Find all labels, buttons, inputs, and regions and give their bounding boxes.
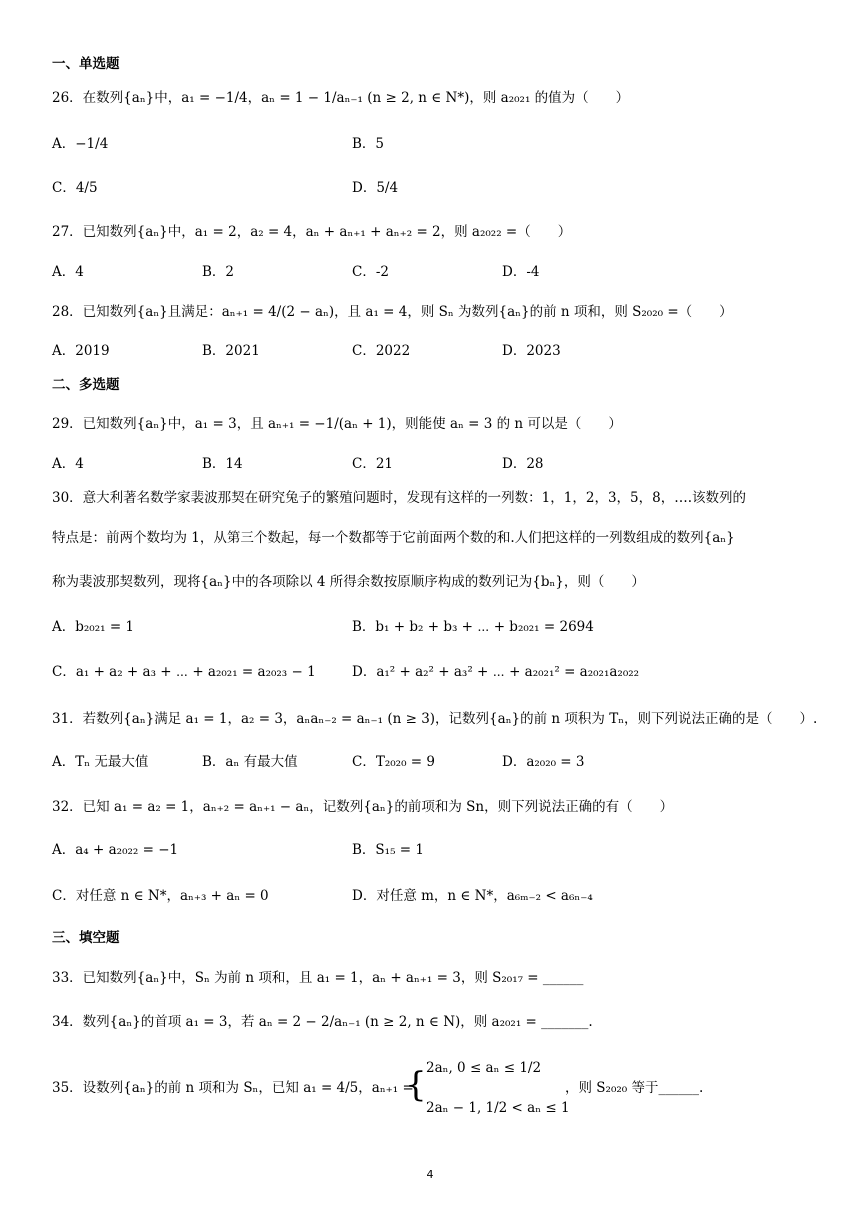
question-30-option-c: C．a₁ + a₂ + a₃ + ⋯ + a₂₀₂₁ = a₂₀₂₃ − 1: [52, 664, 316, 680]
question-32-option-c: C．对任意 n ∈ N*，aₙ₊₃ + aₙ = 0: [52, 888, 269, 904]
question-31-option-c: C．T₂₀₂₀ = 9: [352, 754, 435, 770]
question-29-option-a: A．4: [52, 456, 84, 472]
question-27-option-c: C．-2: [352, 264, 389, 280]
question-32-option-d: D．对任意 m，n ∈ N*，a₆ₘ₋₂ < a₆ₙ₋₄: [352, 888, 593, 904]
question-29-option-d: D．28: [502, 456, 544, 472]
section-title-single-choice: 一、单选题: [52, 56, 120, 72]
section-title-multiple-choice: 二、多选题: [52, 377, 120, 393]
question-29-stem: 29．已知数列{aₙ}中，a₁ = 3，且 aₙ₊₁ = −1/(aₙ + 1)，则能使 aₙ = 3 的 n 可以是（ ）: [52, 416, 622, 432]
question-32-option-b: B．S₁₅ = 1: [352, 842, 424, 858]
question-28-option-a: A．2019: [52, 343, 110, 359]
question-27-option-b: B．2: [202, 264, 235, 280]
question-26-stem: 26．在数列{aₙ}中，a₁ = −1/4，aₙ = 1 − 1/aₙ₋₁ (n ≥ 2, n ∈ N*)，则 a₂₀₂₁ 的值为（ ）: [52, 90, 630, 106]
question-32-option-a: A．a₄ + a₂₀₂₂ = −1: [52, 842, 179, 858]
question-34-stem: 34．数列{aₙ}的首项 a₁ = 3，若 aₙ = 2 − 2/aₙ₋₁ (n ≥ 2, n ∈ N)，则 a₂₀₂₁ = _______.: [52, 1014, 593, 1030]
question-29-option-c: C．21: [352, 456, 394, 472]
question-32-stem: 32．已知 a₁ = a₂ = 1，aₙ₊₂ = aₙ₊₁ − aₙ，记数列{aₙ}的前项和为 Sn，则下列说法正确的有（ ）: [52, 799, 674, 815]
question-30-option-d: D．a₁² + a₂² + a₃² + ⋯ + a₂₀₂₁² = a₂₀₂₁a₂₀₂₂: [352, 664, 640, 680]
question-35-prefix: [52, 1078, 414, 1098]
page-number: 4: [426, 1168, 434, 1181]
question-27-option-a: A．4: [52, 264, 84, 280]
question-27-stem: 27．已知数列{aₙ}中，a₁ = 2，a₂ = 4，aₙ + aₙ₊₁ + aₙ₊₂ = 2，则 a₂₀₂₂ =（ ）: [52, 224, 572, 240]
question-26-option-c: C．4/5: [52, 180, 98, 196]
question-35-prefix-text: 35．设数列{aₙ}的前 n 项和为 Sₙ，已知 a₁ = 4/5，aₙ₊₁ =: [52, 1080, 414, 1096]
question-35-suffix: ，则 S₂₀₂₀ 等于______.: [565, 1080, 704, 1096]
question-31-option-d: D．a₂₀₂₀ = 3: [502, 754, 585, 770]
question-35-case-2: 2aₙ − 1, 1/2 < aₙ ≤ 1: [426, 1100, 570, 1116]
section-title-fill-in: 三、填空题: [52, 930, 120, 946]
question-30-line-2: 特点是：前两个数均为 1，从第三个数起，每一个数都等于它前面两个数的和.人们把这样的一列数组成的数列{aₙ}: [52, 530, 735, 546]
question-31-option-a: A．Tₙ 无最大值: [52, 754, 149, 770]
question-30-option-b: B．b₁ + b₂ + b₃ + ⋯ + b₂₀₂₁ = 2694: [352, 619, 594, 635]
question-33-stem: 33．已知数列{aₙ}中，Sₙ 为前 n 项和，且 a₁ = 1，aₙ + aₙ₊₁ = 3，则 S₂₀₁₇ = ______: [52, 970, 584, 986]
question-28-option-c: C．2022: [352, 343, 411, 359]
question-26-option-b: B．5: [352, 136, 385, 152]
question-35-case-1: 2aₙ, 0 ≤ aₙ ≤ 1/2: [426, 1060, 542, 1076]
question-30-line-1: 30．意大利著名数学家裴波那契在研究兔子的繁殖问题时，发现有这样的一列数：1，1，2，3，5，8，….该数列的: [52, 490, 747, 506]
question-28-option-d: D．2023: [502, 343, 561, 359]
question-26-option-d: D．5/4: [352, 180, 399, 196]
piecewise-brace: {: [405, 1065, 427, 1105]
question-26-option-a: A．−1/4: [52, 136, 109, 152]
question-30-line-3: 称为裴波那契数列，现将{aₙ}中的各项除以 4 所得余数按原顺序构成的数列记为{bₙ}，则（ ）: [52, 574, 645, 590]
question-30-option-a: A．b₂₀₂₁ = 1: [52, 619, 135, 635]
question-28-option-b: B．2021: [202, 343, 260, 359]
question-28-stem: 28．已知数列{aₙ}且满足：aₙ₊₁ = 4/(2 − aₙ)，且 a₁ = 4，则 Sₙ 为数列{aₙ}的前 n 项和，则 S₂₀₂₀ =（ ）: [52, 304, 733, 320]
question-29-option-b: B．14: [202, 456, 243, 472]
question-27-option-d: D．-4: [502, 264, 540, 280]
question-31-option-b: B．aₙ 有最大值: [202, 754, 298, 770]
question-31-stem: 31．若数列{aₙ}满足 a₁ = 1，a₂ = 3，aₙaₙ₋₂ = aₙ₋₁ (n ≥ 3)，记数列{aₙ}的前 n 项积为 Tₙ，则下列说法正确的是（ ）.: [52, 711, 818, 727]
